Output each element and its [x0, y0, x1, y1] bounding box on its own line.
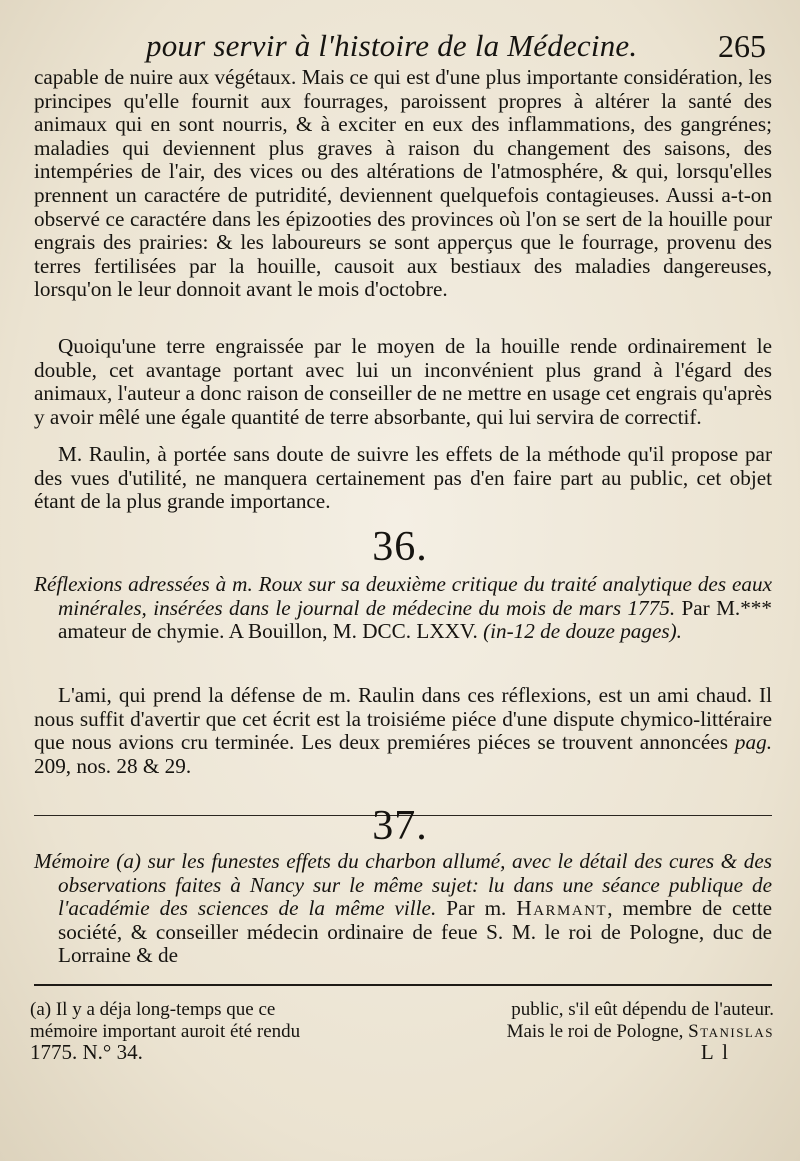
footnote-rule — [34, 984, 772, 986]
author-lead: Par m. — [446, 896, 517, 921]
title-italic: Mémoire (a) sur les funestes effets du charbon allumé, avec le détail des cures & des observations faites à Nancy sur le même sujet: lu dans une séance publique de l'académie des sciences de la même ville. — [34, 849, 772, 921]
footnote-line-2-right: Mais le roi de Pologne, — [506, 1020, 689, 1042]
page-number: 265 — [718, 28, 766, 64]
reference-numbers: 209, nos. 28 & 29. — [34, 753, 192, 778]
paragraph-text: Quoiqu'une terre engraissée par le moyen de la houille rende ordinairement le double, cet avantage portant avec lui un inconvénient plus grand à l'égard des animaux, l'auteur a donc raison de conseiller de ne mettre en usage cet engrais qu'après y avoir mêlé une égale quantité de terre absorbante, qui lui servira de correctif. — [34, 334, 772, 429]
title-roman: Par M.*** amateur de chymie. A Bouillon, M. DCC. LXXV. — [58, 595, 772, 644]
page-header — [36, 28, 766, 68]
paragraph-text: capable de nuire aux végétaux. Mais ce qui est d'une plus importante considération, les principes qu'elle fournit aux fourrages, paroissent propres à altérer la santé des animaux qui en sont nourris, & à exciter en eux des inflammations, des gangrénes; maladies qui deviennent plus graves à raison du changement des saisons, des intempéries de l'air, des vices ou des altérations de l'atmosphére, & qui, lorsqu'elles prennent un caractére de putridité, deviennent quelquefois contagieuses. Aussi a-t-on observé ce caractére dans les épizooties des provinces où l'on se sert de la houille pour engrais des prairies: & les laboureurs se sont apperçus que le fourrage, provenu des terres fertilisées par la houille, causoit aux bestiaux des maladies dangereuses, lorsqu'on le leur donnoit avant le mois d'octobre. — [34, 65, 772, 302]
article-36-review — [34, 684, 772, 778]
review-text: L'ami, qui prend la défense de m. Raulin dans ces réflexions, est un ami chaud. Il nous suffit d'avertir que cet écrit est la troisiéme piéce d'une dispute chymico-littéraire que nous avions cru terminée. Les deux premiéres piéces se trouvent annoncées — [34, 683, 772, 755]
article-36-title — [34, 573, 772, 644]
article-number-36: 36. — [372, 524, 428, 570]
footnote-line-2-left: mémoire important auroit été rendu — [30, 1020, 301, 1042]
page-reference: pag. — [734, 730, 772, 755]
footnote-line-1-right: public, s'il eût dépendu de l'auteur. — [511, 999, 774, 1020]
footnote-line-1-left: (a) Il y a déja long-temps que ce — [30, 999, 276, 1020]
author-name: Harmant — [516, 896, 608, 921]
signature-mark: L l — [700, 1040, 730, 1064]
author-rest: , membre de cette société, & conseiller médecin ordinaire de feue S. M. le roi de Pologne, duc de Lorraine & de — [58, 896, 772, 968]
title-italic: Réflexions adressées à m. Roux sur sa deuxième critique du traité analytique des eaux minérales, insérées dans le journal de médecine du mois de mars 1775. — [34, 572, 772, 620]
paragraph-text: M. Raulin, à portée sans doute de suivre les effets de la méthode qu'il propose par des vues d'utilité, ne manquera certainement pas d'en faire part au public, cet objet étant de la plus grande importance. — [34, 442, 772, 514]
format-note: (in-12 de douze pages). — [483, 619, 682, 644]
signature-line — [30, 1040, 774, 1065]
running-head: pour servir à l'histoire de la Médecine. — [146, 28, 638, 63]
body-paragraph-2 — [34, 335, 772, 429]
article-37-title — [34, 850, 772, 968]
body-paragraph-3 — [34, 443, 772, 514]
article-number-37: 37. — [372, 803, 428, 849]
body-paragraph-1 — [34, 66, 772, 302]
signature-date: 1775. N.° 34. — [30, 1040, 143, 1064]
footnote-name: Stanislas — [688, 1020, 774, 1042]
footnote — [30, 999, 774, 1042]
